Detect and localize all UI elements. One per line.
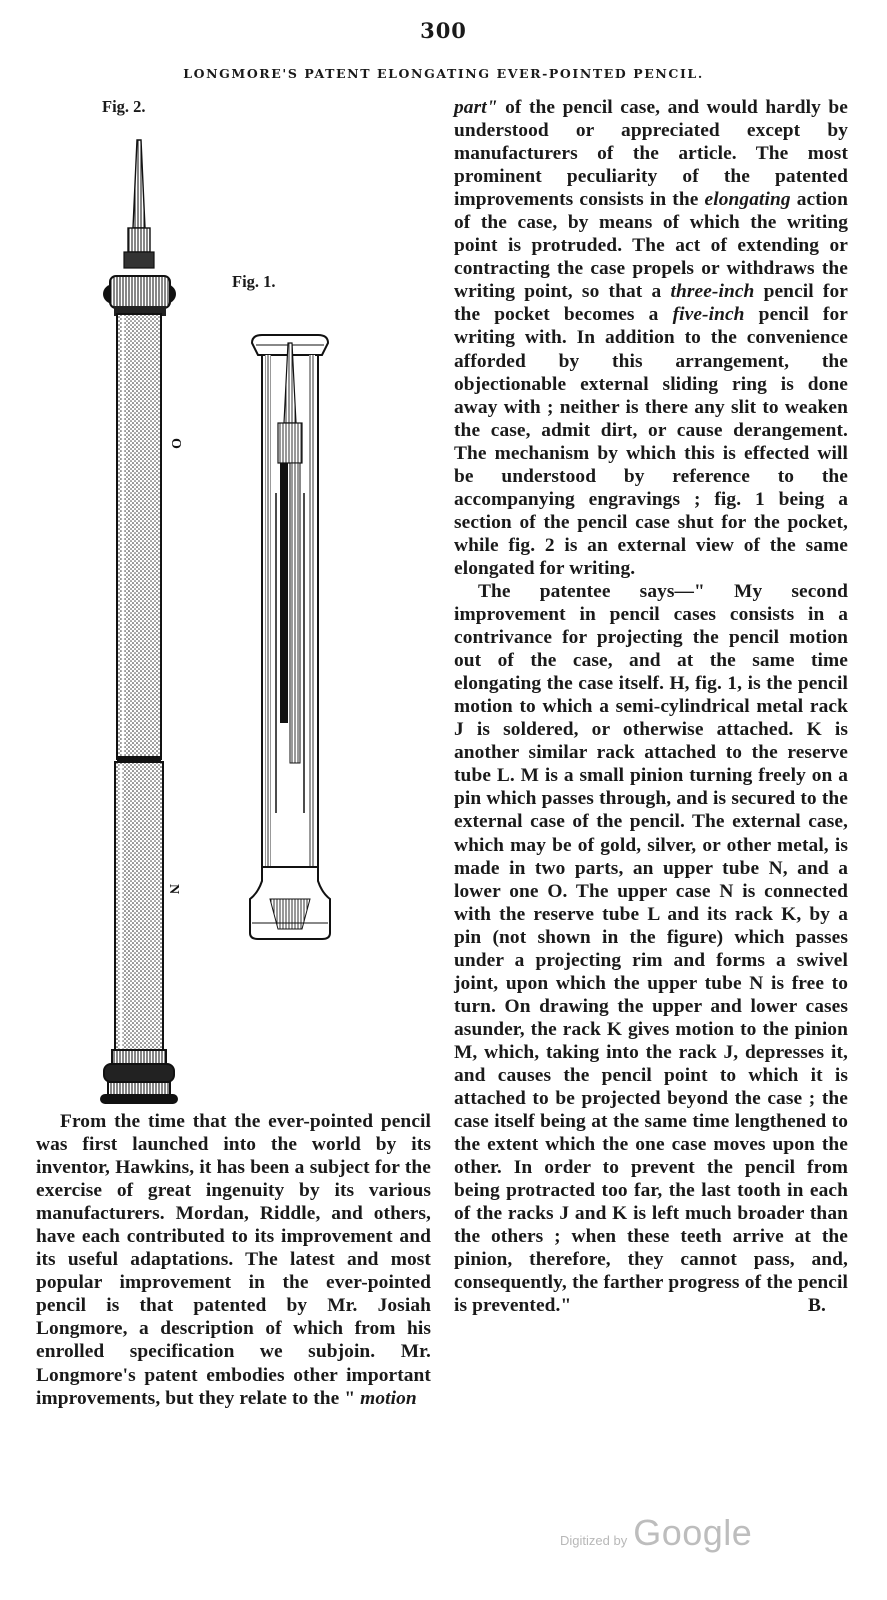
digitized-by-text: Digitized by xyxy=(560,1533,628,1548)
signature: B. xyxy=(808,1295,826,1317)
fig1-pencil-section xyxy=(240,333,340,943)
right-paragraph-2: The patentee says—" My second improvement in pencil cases consists in a contrivance for projecting the pencil motion out of the case, and at the same time elongating the case itself. H, fig. 1, is the pencil motion to which a semi-cylindrical metal rack J is soldered, or otherwise attached. K is another similar rack attached to the reserve tube L. M is a small pinion turning freely on a pin which passes through, and is secured to the external case of the pencil. The external case, which may be of gold, silver, or other metal, is made in two parts, an upper tube N, and a lower one O. The upper case N is connected with the reserve tube L and its rack K, by a pin (not shown in the figure) which passes under a projecting rim and forms a swivel joint, upon which the upper tube N is free to turn. On drawing the upper and lower cases asunder, the rack K gives motion to the pinion M, which, taking into the rack J, depresses it, and causes the pencil point to which it is attached to be projected beyond the case ; the case itself being at the same time lengthened to the extent which the one case moves upon the other. In order to prevent the pencil from being protracted too far, the last tooth in each of the racks J and K is left much broader than the others ; when these teeth arrive at the pinion, therefore, they cannot pass, and, consequently, the farther progress of the pencil is prevented." B. xyxy=(454,580,848,1317)
right-paragraph-1: part" of the pencil case, and would hardly be understood or appreciated except by manufacturers of the article. The most prominent peculiarity of the patented improvements consists in the elongating action of the case, by means of which the writing point is protruded. The act of extending or contracting the case propels or withdraws the writing point, so that a three-inch pencil for the pocket becomes a five-inch pencil for writing with. In addition to the convenience afforded by this arrangement, the objectionable external sliding ring is done away with ; neither is there any slit to weaken the case, admit dirt, or cause derangement. The mechanism by which this is effected will be understood by reference to the accompanying engravings ; fig. 1 being a section of the pencil case shut for the pocket, while fig. 2 is an external view of the same elongated for writing. xyxy=(454,97,848,579)
fig1-label: Fig. 1. xyxy=(232,272,276,291)
fig2-pencil-illustration xyxy=(92,138,192,1106)
page-number: 300 xyxy=(420,18,467,43)
fig2-letter-o: O xyxy=(168,438,183,449)
left-column xyxy=(36,1110,431,1410)
fig2-label: Fig. 2. xyxy=(102,97,146,116)
left-paragraph-1: From the time that the ever-pointed pencil was first launched into the world by its inventor, Hawkins, it has been a subject for the exercise of great ingenuity by its various manufacturers. Mordan, Riddle, and others, have each contributed to its improvement and its useful adaptations. The latest and most popular improvement in the ever-pointed pencil is that patented by Mr. Josiah Longmore, a description of which from his enrolled specification we subjoin. Mr. Longmore's patent embodies other important improvements, but they relate to the " motion xyxy=(36,1111,431,1409)
fig2-letter-n: N xyxy=(166,884,181,895)
digitized-by-google-watermark xyxy=(560,1512,752,1554)
right-column xyxy=(454,96,848,1317)
running-title: LONGMORE'S PATENT ELONGATING EVER-POINTED PENCIL. xyxy=(183,66,704,81)
google-logo: Google xyxy=(633,1512,753,1553)
